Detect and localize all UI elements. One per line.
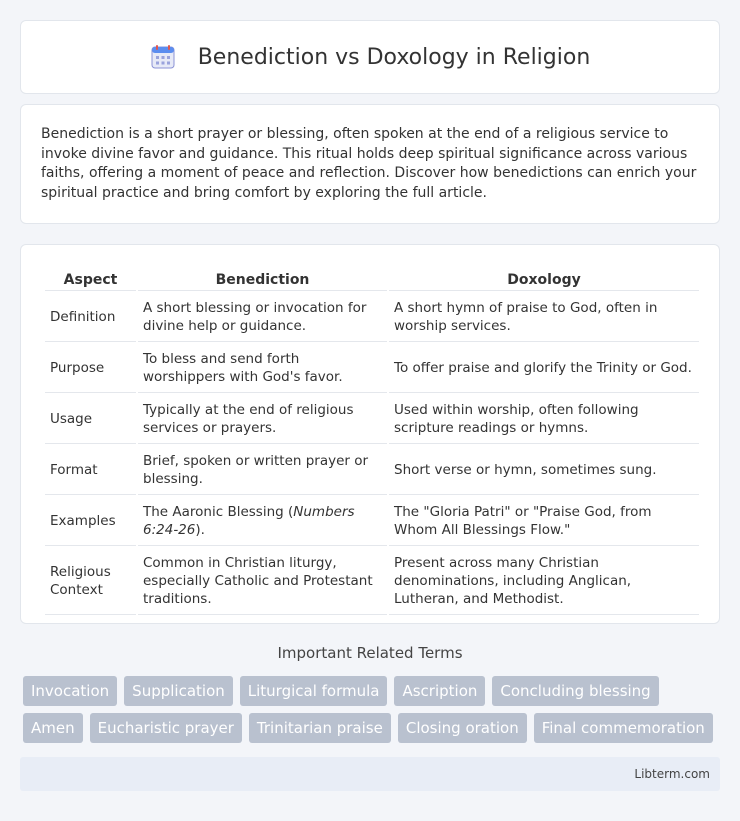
cell-doxology: A short hymn of praise to God, often in worship services. bbox=[389, 293, 699, 342]
tag-supplication[interactable]: Supplication bbox=[124, 676, 233, 706]
benediction-example-suffix: ). bbox=[195, 522, 205, 538]
related-terms-title: Important Related Terms bbox=[277, 644, 463, 662]
cell-aspect: Examples bbox=[45, 497, 136, 546]
table-row bbox=[45, 497, 699, 546]
header-aspect: Aspect bbox=[45, 267, 136, 291]
page-title: Benediction vs Doxology in Religion bbox=[197, 44, 591, 70]
header-card bbox=[20, 20, 720, 94]
tag-liturgical-formula[interactable]: Liturgical formula bbox=[240, 676, 388, 706]
cell-benediction: To bless and send forth worshippers with God's favor. bbox=[138, 344, 387, 393]
intro-card bbox=[20, 104, 720, 224]
cell-aspect: Usage bbox=[45, 395, 136, 444]
header-benediction: Benediction bbox=[138, 267, 387, 291]
tag-eucharistic-prayer[interactable]: Eucharistic prayer bbox=[90, 713, 242, 743]
comparison-table bbox=[43, 265, 701, 617]
cell-benediction bbox=[138, 497, 387, 546]
cell-benediction: A short blessing or invocation for divine help or guidance. bbox=[138, 293, 387, 342]
tag-ascription[interactable]: Ascription bbox=[394, 676, 485, 706]
table-row bbox=[45, 395, 699, 444]
cell-aspect: Religious Context bbox=[45, 548, 136, 615]
footer-brand-link[interactable]: Libterm.com bbox=[634, 767, 710, 781]
calendar-icon bbox=[150, 44, 176, 70]
tag-final-commemoration[interactable]: Final commemoration bbox=[534, 713, 713, 743]
header-doxology: Doxology bbox=[389, 267, 699, 291]
benediction-example-prefix: The Aaronic Blessing ( bbox=[143, 504, 294, 520]
tag-closing-oration[interactable]: Closing oration bbox=[398, 713, 527, 743]
related-terms-list bbox=[23, 676, 713, 743]
cell-benediction: Common in Christian liturgy, especially Catholic and Protestant traditions. bbox=[138, 548, 387, 615]
cell-benediction: Brief, spoken or written prayer or blessing. bbox=[138, 446, 387, 495]
table-row bbox=[45, 446, 699, 495]
cell-benediction: Typically at the end of religious services or prayers. bbox=[138, 395, 387, 444]
table-row bbox=[45, 293, 699, 342]
cell-aspect: Purpose bbox=[45, 344, 136, 393]
cell-aspect: Format bbox=[45, 446, 136, 495]
tag-amen[interactable]: Amen bbox=[23, 713, 83, 743]
cell-doxology: Short verse or hymn, sometimes sung. bbox=[389, 446, 699, 495]
tag-invocation[interactable]: Invocation bbox=[23, 676, 117, 706]
table-row bbox=[45, 344, 699, 393]
comparison-table-card bbox=[20, 244, 720, 624]
intro-paragraph: Benediction is a short prayer or blessing, often spoken at the end of a religious service to invoke divine favor and guidance. This ritual holds deep spiritual significance across various faiths, offering a moment of peace and reflection. Discover how benedictions can enrich your spiritual practice and bring comfort by exploring the full article. bbox=[41, 126, 697, 201]
cell-doxology: To offer praise and glorify the Trinity or God. bbox=[389, 344, 699, 393]
cell-doxology: Used within worship, often following scripture readings or hymns. bbox=[389, 395, 699, 444]
table-row bbox=[45, 548, 699, 615]
scripture-reference: Numbers 6:24-26 bbox=[143, 504, 355, 538]
cell-doxology: Present across many Christian denominations, including Anglican, Lutheran, and Methodist. bbox=[389, 548, 699, 615]
tag-concluding-blessing[interactable]: Concluding blessing bbox=[492, 676, 658, 706]
tag-trinitarian-praise[interactable]: Trinitarian praise bbox=[249, 713, 391, 743]
cell-aspect: Definition bbox=[45, 293, 136, 342]
table-header-row bbox=[45, 267, 699, 291]
footer bbox=[20, 757, 720, 791]
cell-doxology: The "Gloria Patri" or "Praise God, from Whom All Blessings Flow." bbox=[389, 497, 699, 546]
